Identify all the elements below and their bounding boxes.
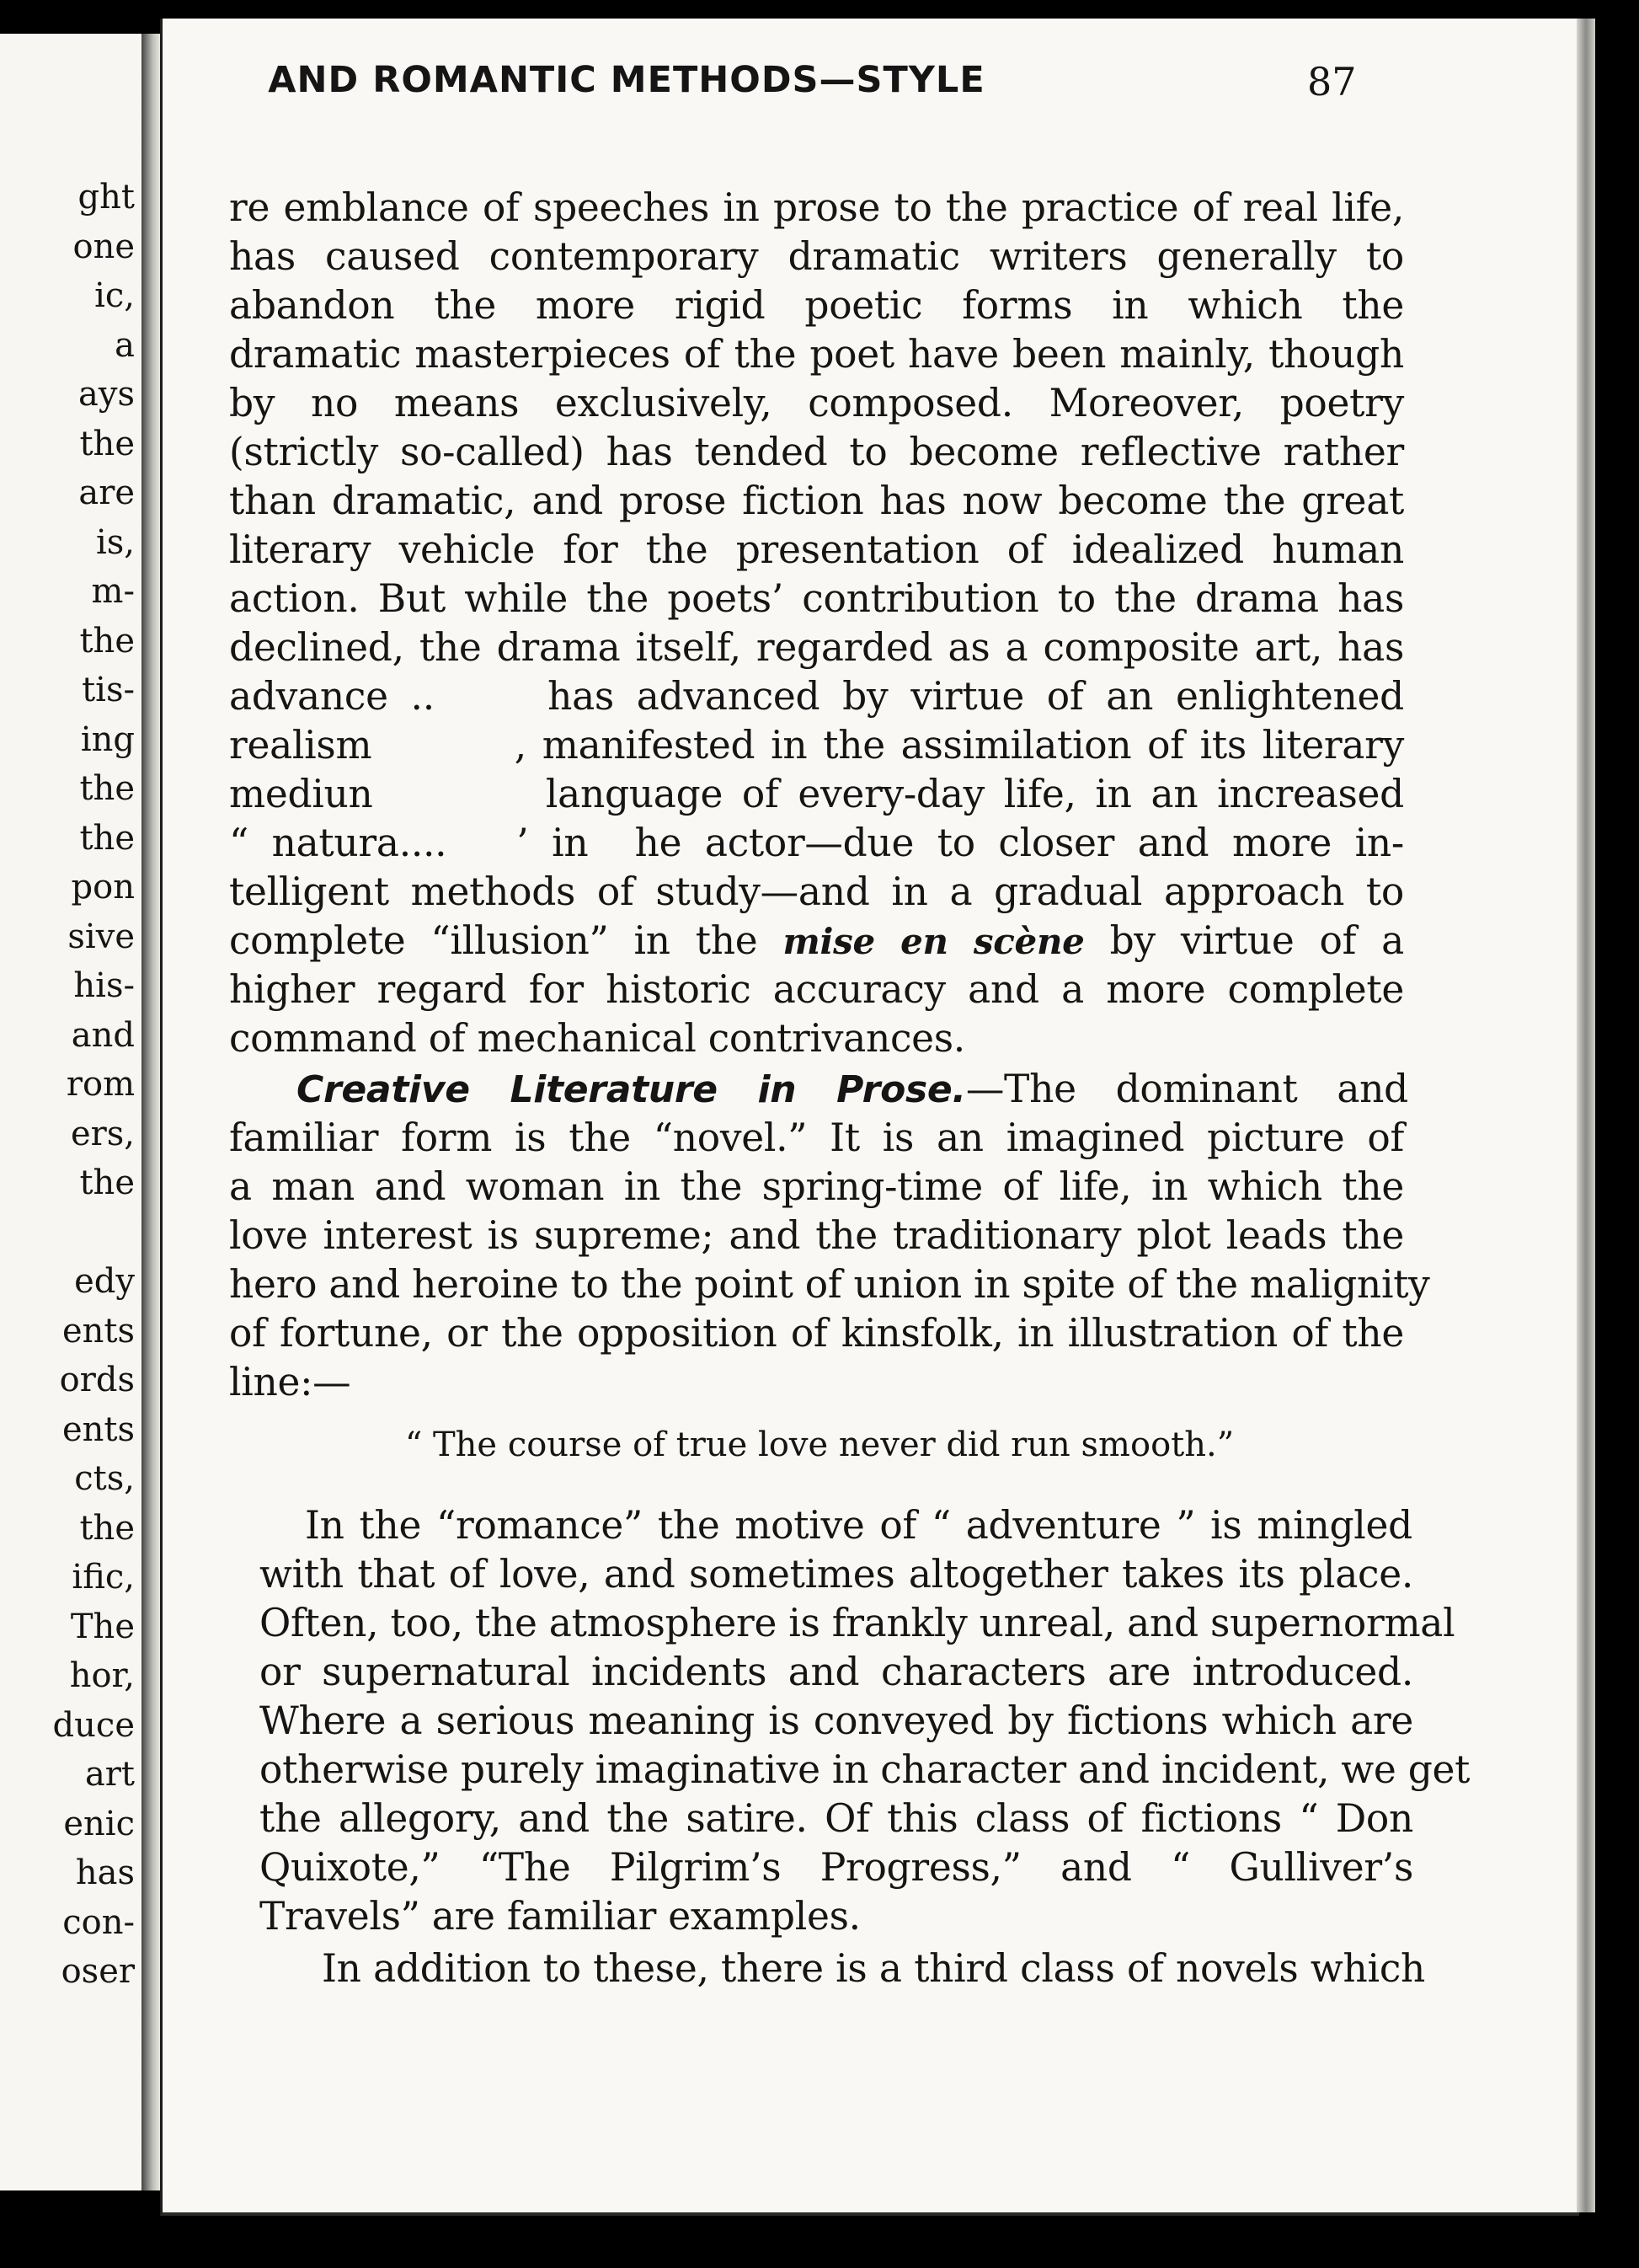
text-line: (strictly so-called) has tended to become reflective rather: [229, 430, 1404, 474]
page-number: 87: [1307, 59, 1357, 104]
text-line: line:—: [229, 1360, 351, 1404]
text-line: Where a serious meaning is conveyed by fictions which are: [259, 1698, 1413, 1743]
left-page-fragment: ays: [78, 375, 135, 414]
text-line: action. But while the poets’ contribution to the drama has: [229, 576, 1404, 621]
text-line: command of mechanical contrivances.: [229, 1016, 965, 1061]
left-page-fragment: the: [79, 621, 135, 661]
left-page-fragment: his-: [73, 966, 135, 1005]
left-page-fragment: ic,: [94, 276, 135, 315]
text-line: hero and heroine to the point of union in spite of the malignity: [229, 1262, 1430, 1307]
text-line: Travels” are familiar examples.: [259, 1894, 861, 1939]
section-heading-line: [296, 1065, 1408, 1115]
left-page-fragment: ords: [59, 1361, 135, 1399]
text-line: otherwise purely imaginative in character and incident, we get: [259, 1747, 1471, 1792]
left-page-fragment: is,: [95, 522, 135, 562]
running-head: AND ROMANTIC METHODS—STYLE: [268, 59, 985, 101]
text-line: the allegory, and the satire. Of this class of fictions “ Don: [259, 1796, 1413, 1841]
left-page-fragment: con-: [62, 1902, 135, 1942]
text-line-rest: —The dominant and: [965, 1067, 1408, 1111]
left-page-fragment: ific,: [72, 1558, 135, 1597]
block-quote: “ The course of true love never did run smooth.”: [404, 1426, 1235, 1464]
text-line: literary vehicle for the presentation of idealized human: [229, 527, 1404, 572]
page-edge: [1577, 19, 1595, 2212]
left-page-fragment: sive: [67, 917, 135, 956]
left-page-fragment: the: [79, 1163, 135, 1202]
left-page-fragment: ers,: [70, 1114, 135, 1153]
text-line: complete “illusion” in the mise en scène by virtue of a: [229, 918, 1404, 963]
text-line: Quixote,” “The Pilgrim’s Progress,” and “ Gulliver’s: [259, 1845, 1413, 1890]
text-line: declined, the drama itself, regarded as a composite art, has: [229, 625, 1404, 670]
text-line: advance .. has advanced by virtue of an enlightened: [229, 674, 1404, 719]
left-page-fragment: hor,: [69, 1656, 135, 1695]
left-page-fragment: pon: [71, 868, 135, 907]
text-line: familiar form is the “novel.” It is an imagined picture of: [229, 1115, 1404, 1160]
left-page-fragment: ing: [80, 719, 135, 759]
text-line: In addition to these, there is a third class of novels which: [322, 1946, 1425, 1991]
left-page-fragment: ght: [77, 178, 135, 217]
book-gutter: [141, 34, 160, 2190]
text-line: dramatic masterpieces of the poet have been mainly, though: [229, 332, 1404, 377]
text-line: abandon the more rigid poetic forms in which the: [229, 283, 1404, 328]
text-line: telligent methods of study—and in a gradual approach to: [229, 869, 1404, 914]
left-page-fragment: oser: [61, 1952, 135, 1991]
italic-phrase: mise en scène: [782, 921, 1085, 962]
text-line: or supernatural incidents and characters are introduced.: [259, 1650, 1413, 1694]
left-page-fragment: cts,: [74, 1459, 135, 1498]
text-line: mediun language of every-day life, in an increased: [229, 772, 1404, 816]
text-line: than dramatic, and prose fiction has now become the great: [229, 479, 1404, 523]
text-line: In the “romance” the motive of “ adventure ” is mingled: [305, 1503, 1412, 1548]
text-line: with that of love, and sometimes altogether takes its place.: [259, 1552, 1413, 1597]
text-line: of fortune, or the opposition of kinsfolk, in illustration of the: [229, 1311, 1404, 1356]
left-page-fragment: rom: [66, 1065, 135, 1104]
text-line: by no means exclusively, composed. Moreover, poetry: [229, 381, 1404, 425]
left-page-fragment: one: [72, 227, 135, 266]
left-page-fragment: the: [79, 818, 135, 858]
text-line: has caused contemporary dramatic writers generally to: [229, 234, 1404, 279]
left-page-fragment: art: [84, 1755, 135, 1794]
left-page-fragment: the: [79, 1508, 135, 1548]
run-in-heading: Creative Literature in Prose.: [296, 1068, 966, 1111]
text-line: a man and woman in the spring-time of life, in which the: [229, 1164, 1404, 1209]
text-line: Often, too, the atmosphere is frankly unreal, and supernormal: [259, 1601, 1455, 1645]
left-page-fragment: has: [75, 1853, 135, 1892]
left-page-fragment: the: [79, 769, 135, 808]
text-line: higher regard for historic accuracy and a more complete: [229, 967, 1404, 1012]
text-line: love interest is supreme; and the traditionary plot leads the: [229, 1213, 1404, 1258]
text-line: “ natura.... ’ in he actor—due to closer and more in-: [229, 821, 1404, 865]
left-page-fragment: m-: [91, 572, 135, 611]
left-page-fragment: enic: [63, 1804, 135, 1843]
left-page-fragment: edy: [74, 1262, 135, 1301]
left-page-fragment: The: [70, 1607, 135, 1646]
left-page-fragment: tis-: [82, 671, 135, 709]
left-page-fragment: and: [71, 1015, 135, 1055]
left-page-fragment: are: [78, 473, 135, 512]
text-line: realism , manifested in the assimilation of its literary: [229, 723, 1404, 768]
left-page-fragment: duce: [52, 1705, 135, 1745]
left-page-fragment: ents: [61, 1409, 135, 1449]
left-page-fragment: ents: [61, 1311, 135, 1351]
left-page-fragment: a: [115, 325, 135, 365]
left-page-fragment: the: [79, 424, 135, 463]
previous-page-fragment: [0, 34, 143, 2190]
text-line: re emblance of speeches in prose to the practice of real life,: [229, 185, 1404, 230]
